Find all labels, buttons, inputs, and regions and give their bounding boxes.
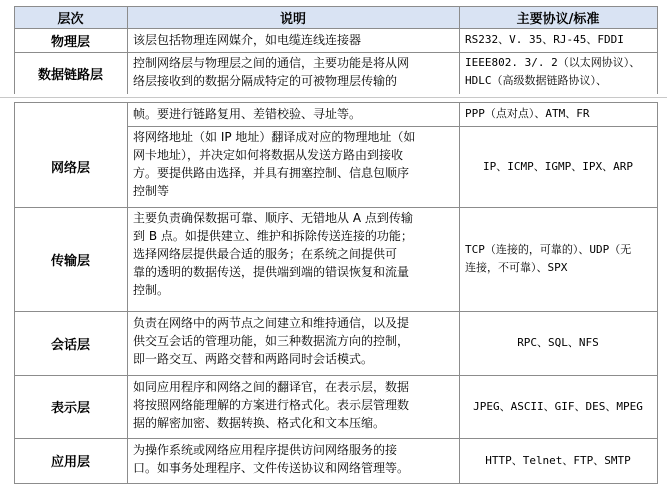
layer-description [127, 311, 459, 375]
description-line: 将网络地址（如 IP 地址）翻译成对应的物理地址（如 [133, 130, 416, 144]
layer-name: 传输层 [50, 253, 90, 269]
table-row [0, 126, 667, 207]
table-row [0, 28, 667, 52]
protocol-line: JPEG、ASCII、GIF、DES、MPEG [473, 399, 643, 413]
layer-description [127, 207, 459, 311]
layer-name: 会话层 [50, 337, 90, 353]
layer-description [127, 102, 459, 126]
table-row [0, 438, 667, 483]
layer-name: 网络层 [50, 161, 90, 176]
layer-protocols [459, 375, 657, 438]
description-line: 主要负责确保数据可靠、顺序、无错地从 A 点到传输 [133, 211, 413, 225]
protocol-line: 连接，不可靠）、SPX [465, 261, 568, 274]
description-line: 口。如事务处理程序、文件传送协议和网络管理等。 [133, 461, 410, 475]
layer-description [127, 438, 459, 483]
description-line: 网卡地址），并决定如何将数据从发送方路由到接收 [133, 148, 404, 162]
description-line: 为操作系统或网络应用程序提供访问网络服务的接 [133, 443, 398, 457]
description-line: 供交互会话的管理功能，如三种数据流方向的控制， [133, 334, 410, 348]
description-line: 该层包括物理连网媒介，如电缆连线连接器 [133, 33, 362, 47]
description-line: 负责在网络中的两节点之间建立和维持通信，以及提 [133, 316, 410, 330]
layer-protocols [459, 102, 657, 126]
layer-protocols [459, 438, 657, 483]
layer-protocols [459, 311, 657, 375]
description-line: 如同应用程序和网络之间的翻译官，在表示层，数据 [133, 380, 410, 394]
protocol-line: RS232、V. 35、RJ-45、FDDI [465, 33, 624, 46]
table-border [14, 483, 658, 484]
layer-protocols [459, 207, 657, 311]
description-line: 靠的透明的数据传送，提供端到端的错误恢复和流量 [133, 265, 410, 279]
description-line: 据的解密加密、数据转换、格式化和文本压缩。 [133, 416, 386, 430]
table-row [0, 102, 667, 126]
description-line: 络层接收到的数据分隔成特定的可被物理层传输的 [133, 74, 398, 88]
protocol-line: RPC、SQL、NFS [517, 336, 599, 349]
layer-protocols [459, 126, 657, 207]
table-row [0, 311, 667, 375]
layer-protocols [459, 52, 657, 94]
protocol-line: IEEE802. 3/. 2（以太网协议）、 [465, 56, 641, 69]
description-line: 控制网络层与物理层之间的通信，主要功能是将从网 [133, 56, 410, 70]
layer-name [14, 102, 127, 126]
table-row [0, 52, 667, 94]
protocol-line: PPP（点对点）、ATM、FR [465, 107, 590, 120]
description-line: 到 B 点。如提供建立、维护和拆除传送连接的功能； [133, 229, 413, 243]
layer-name: 数据链路层 [37, 67, 103, 83]
header-description: 说明 [127, 7, 459, 28]
table-row [0, 375, 667, 438]
table-header-row [0, 7, 667, 28]
description-line: 即一路交互、两路交替和两路同时会话模式。 [133, 352, 374, 366]
layer-name: 表示层 [50, 401, 90, 416]
protocol-line: TCP（连接的，可靠的）、UDP（无 [465, 243, 632, 256]
protocol-line: HDLC（高级数据链路协议）、 [465, 74, 607, 87]
layer-name: 物理层 [50, 34, 90, 50]
header-protocols: 主要协议/标准 [459, 7, 657, 28]
description-line: 帧。要进行链路复用、差错校验、寻址等。 [133, 107, 362, 121]
layer-description [127, 28, 459, 52]
layer-name: 应用层 [50, 455, 90, 470]
page-break-line [0, 97, 667, 98]
description-line: 控制。 [133, 283, 170, 297]
description-line: 将按照网络能理解的方案进行格式化。表示层管理数 [133, 398, 410, 412]
description-line: 方。要提供路由选择，并具有拥塞控制、信息包顺序 [133, 166, 410, 180]
header-layer: 层次 [14, 7, 127, 28]
table-row [0, 207, 667, 311]
layer-description [127, 375, 459, 438]
layer-description [127, 52, 459, 94]
protocol-line: IP、ICMP、IGMP、IPX、ARP [483, 159, 633, 173]
layer-protocols [459, 28, 657, 52]
protocol-line: HTTP、Telnet、FTP、SMTP [485, 453, 631, 467]
description-line: 选择网络层提供最合适的服务；在系统之间提供可 [133, 247, 398, 261]
description-line: 控制等 [133, 184, 170, 198]
layer-description [127, 126, 459, 207]
